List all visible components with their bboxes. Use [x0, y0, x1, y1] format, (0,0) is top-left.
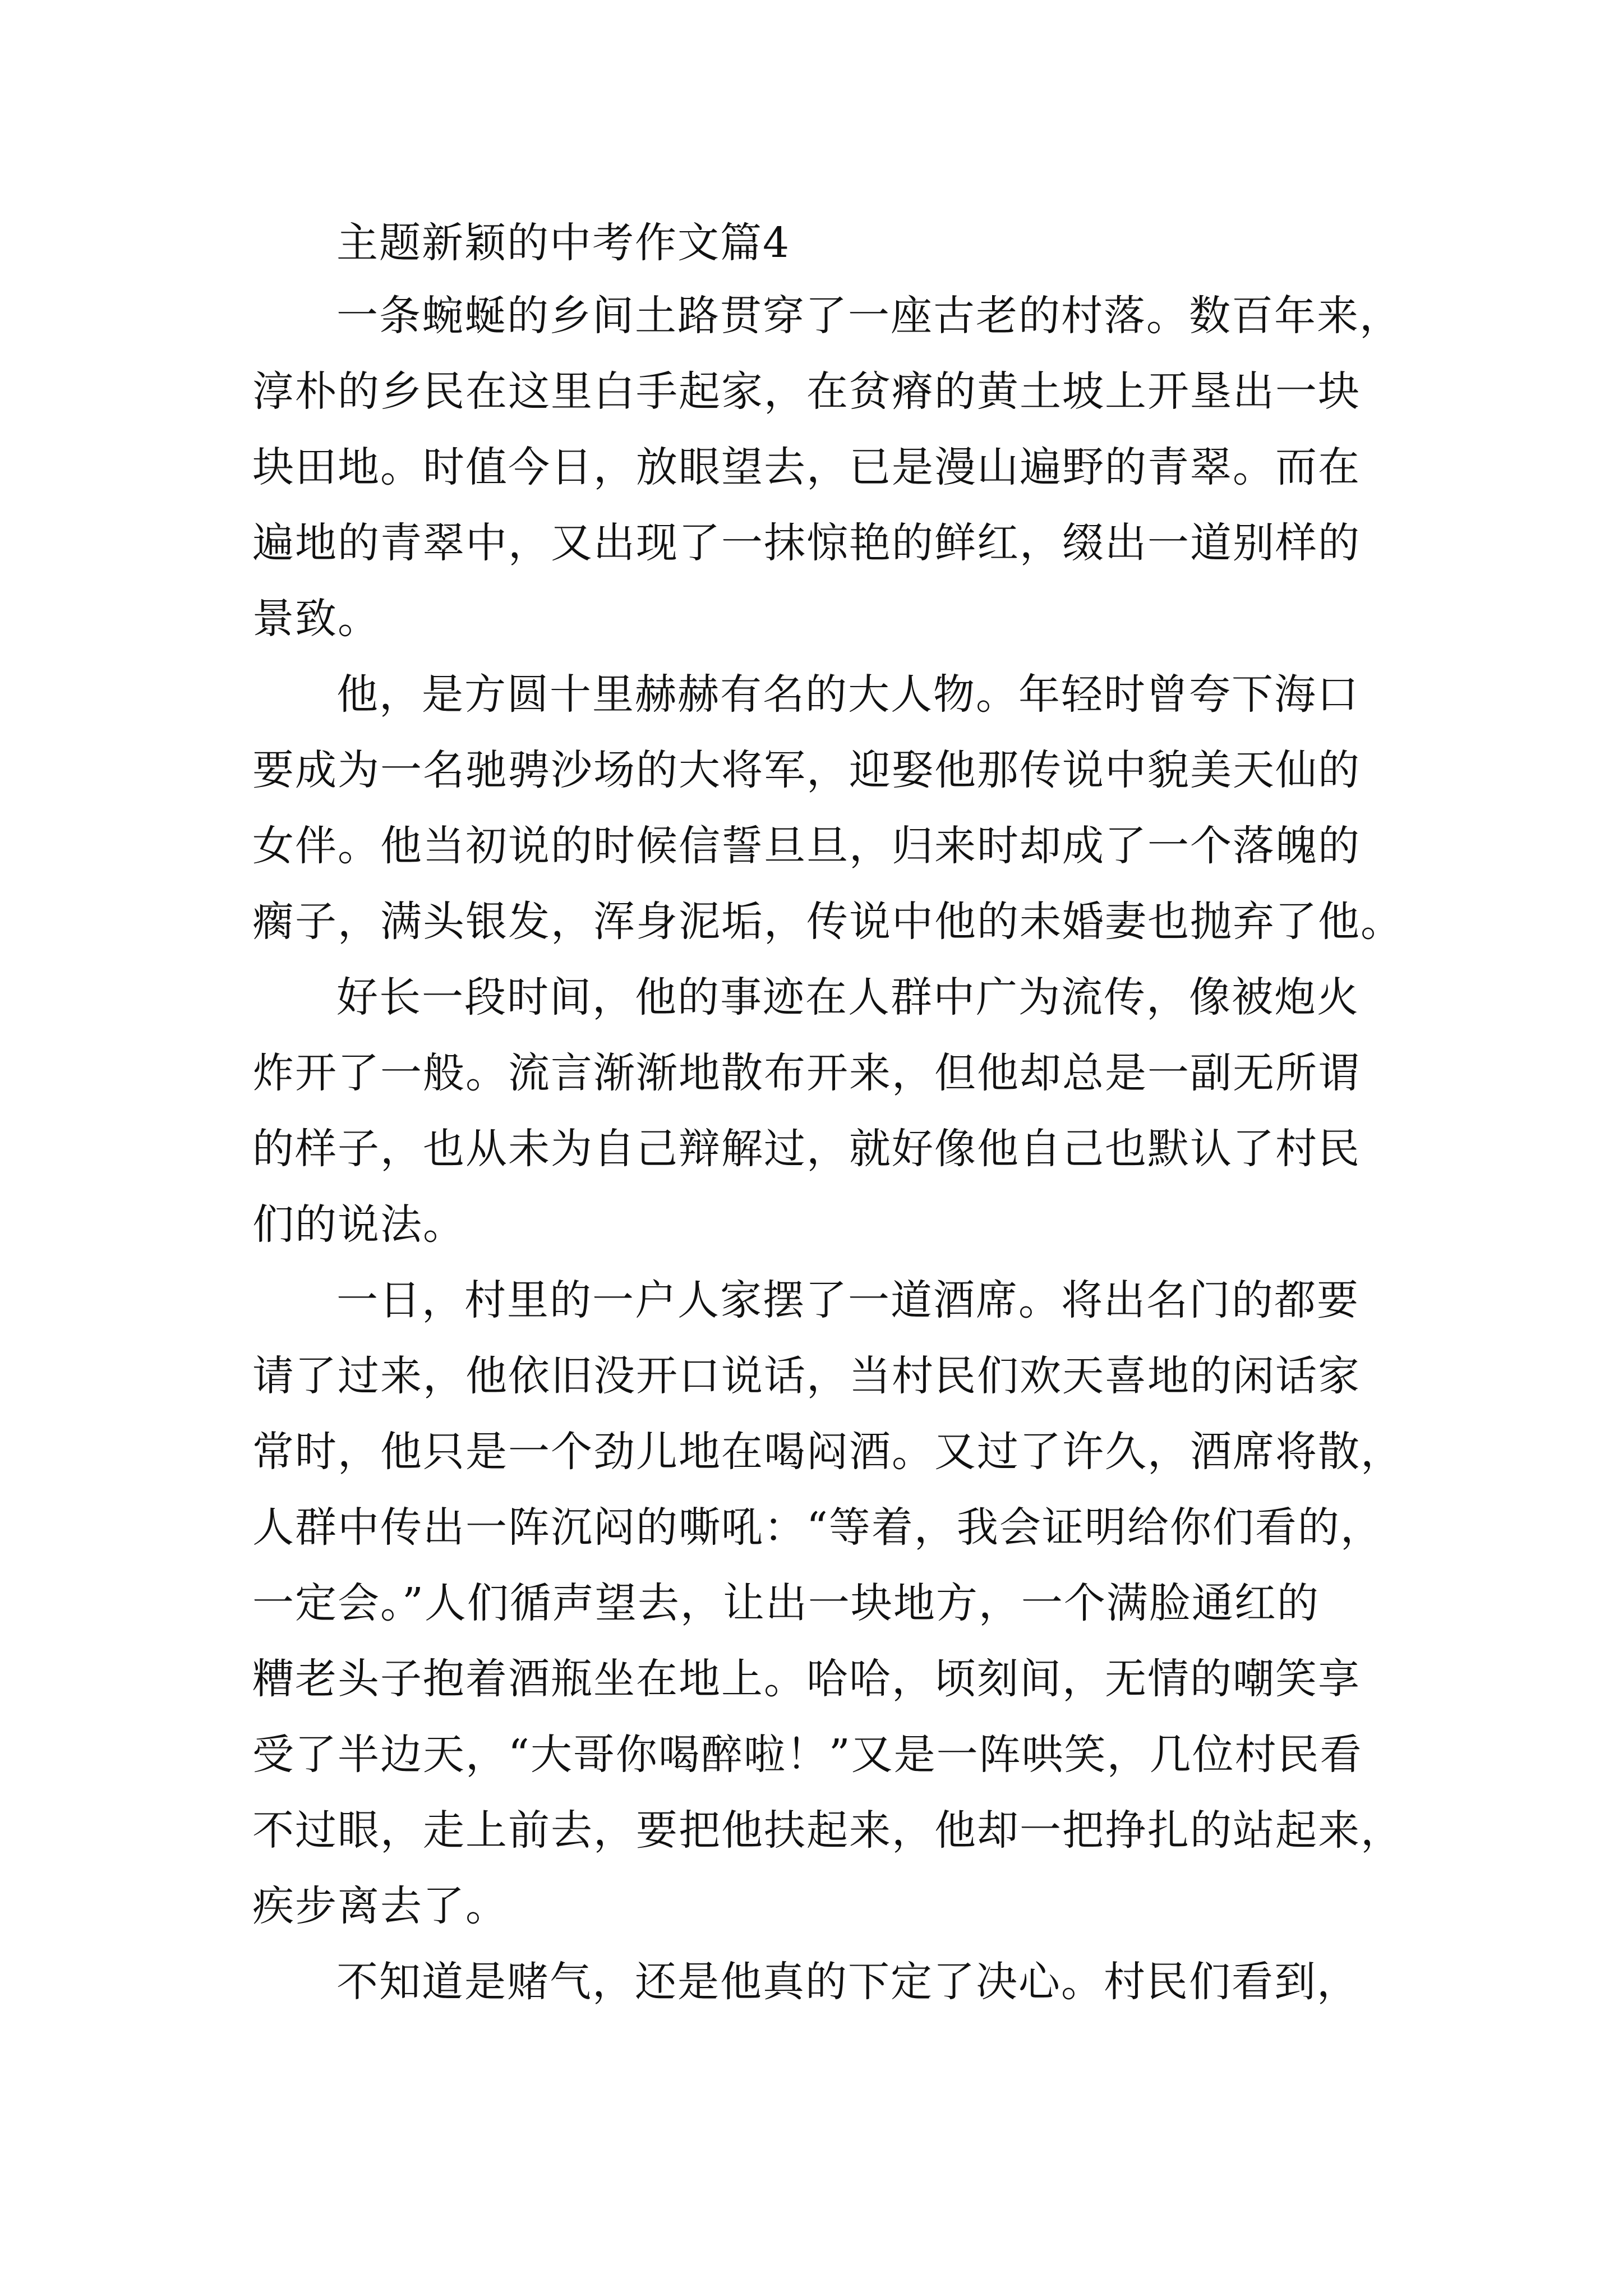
paragraph-line: 人群中传出一阵沉闷的嘶吼：“等着，我会证明给你们看的，: [252, 1503, 1383, 1552]
paragraph-line: 要成为一名驰骋沙场的大将军，迎娶他那传说中貌美天仙的: [252, 746, 1361, 794]
document-title: 主题新颖的中考作文篇4: [336, 219, 791, 267]
paragraph-line: 疾步离去了。: [252, 1882, 508, 1930]
paragraph-line: 好长一段时间，他的事迹在人群中广为流传，像被炮火: [336, 973, 1359, 1022]
paragraph-line: 不知道是赌气，还是他真的下定了决心。村民们看到，: [336, 1958, 1359, 2006]
paragraph-line: 的样子，也从未为自己辩解过，就好像他自己也默认了村民: [252, 1125, 1361, 1173]
paragraph-line: 景致。: [252, 595, 380, 643]
paragraph-line: 受了半边天，“大哥你喝醉啦！”又是一阵哄笑，几位村民看: [252, 1731, 1363, 1779]
paragraph-line: 块田地。时值今日，放眼望去，已是漫山遍野的青翠。而在: [252, 443, 1361, 491]
paragraph-line: 糟老头子抱着酒瓶坐在地上。哈哈，顷刻间，无情的嘲笑享: [252, 1655, 1361, 1703]
paragraph-line: 遍地的青翠中，又出现了一抹惊艳的鲜红，缀出一道别样的: [252, 519, 1361, 567]
paragraph-line: 们的说法。: [252, 1200, 465, 1249]
paragraph-line: 他，是方圆十里赫赫有名的大人物。年轻时曾夸下海口: [336, 670, 1359, 719]
paragraph-line: 常时，他只是一个劲儿地在喝闷酒。又过了许久，酒席将散，: [252, 1428, 1403, 1476]
paragraph-line: 一定会。”人们循声望去，让出一块地方，一个满脸通红的: [252, 1579, 1320, 1627]
paragraph-line: 瘸子，满头银发，浑身泥垢，传说中他的未婚妻也抛弃了他。: [252, 898, 1403, 946]
paragraph-line: 一条蜿蜒的乡间土路贯穿了一座古老的村落。数百年来，: [336, 292, 1402, 340]
paragraph-line: 炸开了一般。流言渐渐地散布开来，但他却总是一副无所谓: [252, 1049, 1361, 1097]
paragraph-line: 请了过来，他依旧没开口说话，当村民们欢天喜地的闲话家: [252, 1352, 1361, 1400]
paragraph-line: 淳朴的乡民在这里白手起家，在贫瘠的黄土坡上开垦出一块: [252, 367, 1361, 416]
paragraph-line: 不过眼，走上前去，要把他扶起来，他却一把挣扎的站起来，: [252, 1806, 1403, 1855]
paragraph-line: 一日，村里的一户人家摆了一道酒席。将出名门的都要: [336, 1276, 1359, 1324]
paragraph-line: 女伴。他当初说的时候信誓旦旦，归来时却成了一个落魄的: [252, 822, 1361, 870]
